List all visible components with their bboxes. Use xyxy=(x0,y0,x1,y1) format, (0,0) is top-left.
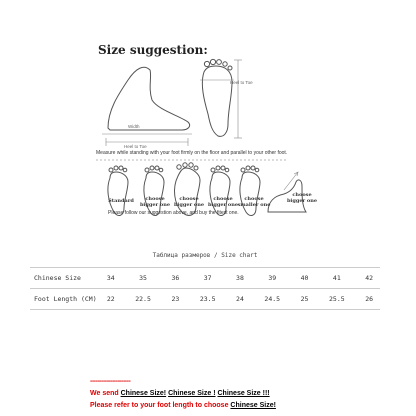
table-cell: 26 xyxy=(358,289,380,310)
notice-line-2 xyxy=(90,400,276,412)
foot-label-standard: Standard xyxy=(108,198,134,204)
notice-chinese-size-1: Chinese Size! xyxy=(120,390,167,397)
notice-chinese-size-3: Chinese Size !!! xyxy=(217,390,270,397)
notice-line-1-prefix: We send xyxy=(90,390,121,397)
foot-label-5: choose smaller one xyxy=(237,196,271,208)
size-chart-caption: Таблица размеров / Size chart xyxy=(152,252,258,259)
foot-label-3: choose bigger one xyxy=(173,196,205,208)
notice-chinese-size-4: Chinese Size! xyxy=(230,402,276,409)
table-cell: 38 xyxy=(229,268,251,289)
table-cell: 42 xyxy=(358,268,380,289)
notice-chinese-size-2: Chinese Size ! xyxy=(168,390,216,397)
table-row xyxy=(30,289,380,310)
table-cell: 25.5 xyxy=(315,289,358,310)
table-cell: 24.5 xyxy=(251,289,294,310)
notice-line-2-prefix: Please refer to your foot length to choose xyxy=(90,402,231,409)
foot-label-6: choose bigger one xyxy=(286,192,318,204)
side-foot-icon xyxy=(102,67,192,146)
row-header-chinese-size: Chinese Size xyxy=(30,268,100,289)
notice-dashes: ---------------------- xyxy=(90,378,131,385)
size-chart xyxy=(30,252,380,310)
row-header-foot-length: Foot Length (CM) xyxy=(30,289,100,310)
measure-instruction: Measure while standing with your foot firmly on the floor and parallel to your other foot. xyxy=(96,150,288,156)
table-row xyxy=(30,268,380,289)
notice-line-1 xyxy=(90,388,276,400)
foot-label-2: choose bigger one xyxy=(139,196,171,208)
table-cell: 39 xyxy=(251,268,294,289)
table-cell: 40 xyxy=(294,268,316,289)
table-cell: 22 xyxy=(100,289,122,310)
size-suggestion-title: Size suggestion: xyxy=(98,43,208,57)
width-label: Width xyxy=(128,124,140,129)
size-suggestion-graphic xyxy=(88,40,356,222)
table-cell: 41 xyxy=(315,268,358,289)
table-cell: 35 xyxy=(122,268,165,289)
follow-suggestion-note: Please follow our suggestion above, and buy the fitest one. xyxy=(108,210,239,216)
size-notice xyxy=(90,376,276,412)
table-cell: 34 xyxy=(100,268,122,289)
top-foot-icon xyxy=(200,59,242,138)
table-cell: 22.5 xyxy=(122,289,165,310)
table-cell: 23 xyxy=(165,289,187,310)
size-chart-table xyxy=(30,267,380,310)
table-cell: 25 xyxy=(294,289,316,310)
table-cell: 24 xyxy=(229,289,251,310)
table-cell: 23.5 xyxy=(186,289,229,310)
table-cell: 36 xyxy=(165,268,187,289)
heel-to-toe-label-side: Heel to Toe xyxy=(230,80,253,85)
foot-label-4: choose bigger one xyxy=(207,196,239,208)
heel-to-toe-label-top: Heel to Toe xyxy=(124,144,147,149)
table-cell: 37 xyxy=(186,268,229,289)
